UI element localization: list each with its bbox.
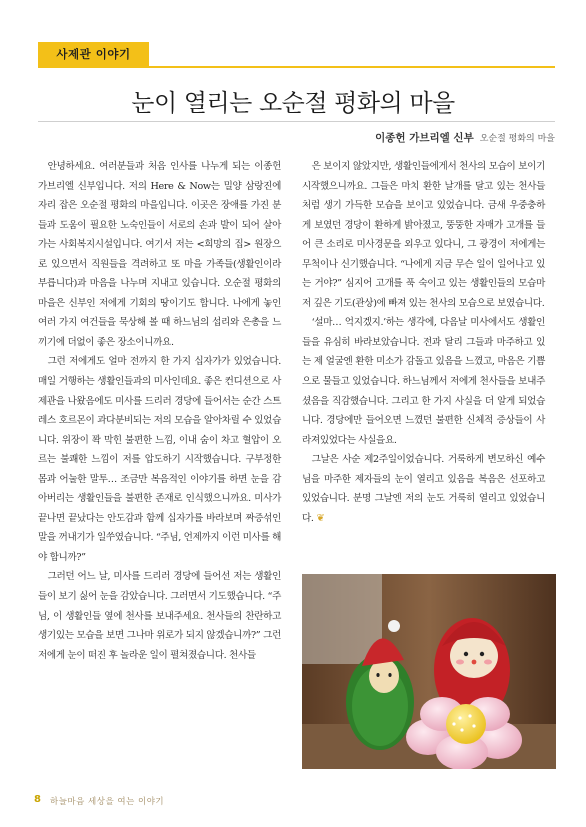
author-affiliation: 오순절 평화의 마을 — [479, 134, 555, 144]
body-paragraph: 그런 저에게도 얼마 전까지 한 가지 십자가가 있었습니다. 매일 거행하는 생활인들과의 미사인데요. 좋은 컨디션으로 사제관을 나왔음에도 미사를 드리러 경당에 들어서는 순간 스트레스 호르몬이 과다분비되는 저의 모습을 알아차릴 수 있었습니다. 위장이 꽉 막힌 불편한 느낌, 이내 숨이 차고 혈압이 오르는 불쾌한 느낌이 저를 압도하기 시작했습니다. 구부정한 몸과 어눌한 말투… 조금만 복음적인 이야기를 하면 눈을 감아버리는 생활인들을 불편한 존재로 인식했으니까요. 미사가 끝나면 끝났다는 안도감과 함께 십자가를 바라보며 짜증섞인 말을 꺼내기가 일쑤였습니다. “주님, 언제까지 이런 미사를 해야 합니까?” — [38, 356, 281, 563]
body-paragraph: 그러던 어느 날, 미사를 드리러 경당에 들어선 저는 생활인들이 보기 싫어 눈을 감았습니다. 그러면서 기도했습니다. “주님, 이 생활인들 옆에 천사를 보내주세요. 천사들의 찬란하고 생기있는 모습을 보면 그나마 위로가 되지 않겠습니까?” 그런 저에게 눈이 떠진 후 놀라운 일이 펼쳐졌습니다. 천사들 — [38, 571, 281, 661]
paragraph-text: 그날은 사순 제2주일이었습니다. 거룩하게 변모하신 예수님을 마주한 제자들의 눈이 열리고 있음을 복음은 선포하고 있었습니다. 분명 그날엔 저의 눈도 거룩히 열리고 있었습니다. — [302, 454, 545, 524]
article-title: 눈이 열리는 오순절 평화의 마을 — [131, 89, 455, 117]
body-paragraph: 은 보이지 않았지만, 생활인들에게서 천사의 모습이 보이기 시작했으니까요. 그들은 마치 환한 날개를 달고 있는 천사들처럼 생기 가득한 모습을 보이고 있었습니다. 금새 우중충하게 보였던 경당이 환하게 밝아졌고, 뚱뚱한 자매가 고개를 들어 큰 소리로 미사경문을 외우고 있다니, 그 광경이 저에게는 무척이나 신기했습니다. “나에게 지금 무슨 일이 일어나고 있는 거야?” 심지어 고개를 푹 숙이고 있는 생활인들의 모습마저 깊은 기도(관상)에 빠져 있는 천사의 모습으로 보였습니다. — [302, 161, 545, 309]
body-column-left — [38, 157, 281, 665]
byline — [375, 130, 555, 145]
title-divider — [38, 121, 555, 122]
body-paragraph: 안녕하세요. 여러분들과 처음 인사를 나누게 되는 이종헌 가브리엘 신부입니다. 저의 Here & Now는 밀양 삼랑진에 자리 잡은 오순절 평화의 마을입니다. 이곳은 장애를 가진 분들과 도움이 필요한 노숙인들이 서로의 손과 발이 되어 살아가는 사회복지시설입니다. 여기서 저는 <희망의 집> 원장으로 있으면서 직원들을 격려하고 또 마을 가족들(생활인이라 부릅니다)과 마음을 나누며 지내고 있습니다. 오순절 평화의 마을은 신부인 저에게 기회의 땅이기도 합니다. 나에게 놓인 여러 가지 여건들을 묵상해 볼 때 하느님의 섭리와 은총을 느끼기에 더없이 좋은 장소이니까요. — [38, 161, 281, 348]
section-divider — [38, 66, 555, 68]
body-paragraph: ‘설마… 억지겠지.’하는 생각에, 다음날 미사에서도 생활인들을 유심히 바라보았습니다. 전과 달리 그들과 마주하고 있는 제 얼굴엔 환한 미소가 감돌고 있음을 느꼈고, 마음은 기쁨으로 물들고 있었습니다. 하느님께서 저에게 천사들을 보내주셨음을 직감했습니다. 그리고 한 가지 사실을 더 알게 되었습니다. 경당에만 들어오면 느꼈던 불편한 신체적 증상들이 사라져있었다는 사실을요. — [302, 317, 545, 446]
wheat-icon: ❦ — [316, 512, 325, 524]
article-photo — [302, 574, 556, 769]
page-number: 8 — [34, 794, 41, 805]
author-name: 이종헌 가브리엘 신부 — [375, 132, 474, 144]
body-paragraph — [302, 450, 545, 528]
photo-illustration — [302, 574, 556, 769]
section-label: 사제관 이야기 — [38, 42, 149, 66]
magazine-name: 하늘마음 세상을 여는 이야기 — [50, 797, 165, 807]
body-column-right — [302, 157, 545, 528]
